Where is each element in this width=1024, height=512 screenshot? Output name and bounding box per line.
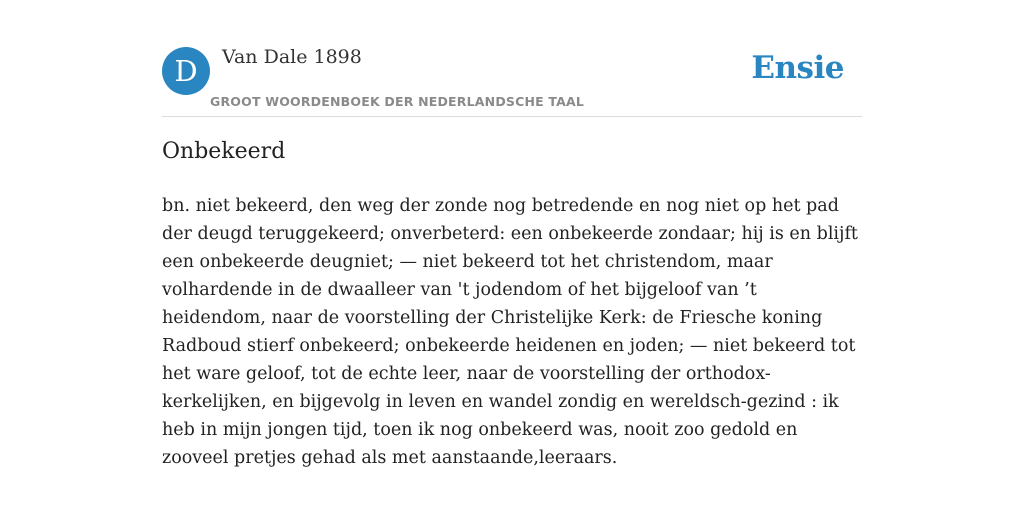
ensie-logo-link[interactable]: Ensie <box>751 50 844 86</box>
entry-headword: Onbekeerd <box>162 139 286 164</box>
source-title[interactable]: Van Dale 1898 <box>222 46 362 68</box>
dictionary-logo-icon[interactable]: D <box>162 47 210 95</box>
entry-definition: bn. niet bekeerd, den weg der zonde nog betredende en nog niet op het pad der deugd teruggekeerd; onverbeterd: een onbekeerde zondaar; hij is en blijft een onbekeerde deugniet; — niet bekeerd tot het christendom, maar volhardende in de dwaalleer van 't jodendom of het bijgeloof van ’t heidendom, naar de voorstelling der Christelijke Kerk: de Friesche koning Radboud stierf onbekeerd; onbekeerde heidenen en joden; — niet bekeerd tot het ware geloof, tot de echte leer, naar de voorstelling der orthodox-kerkelijken, en bijgevolg in leven en wandel zondig en wereldsch-gezind : ik heb in mijn jongen tijd, toen ik nog onbekeerd was, nooit zoo gedold en zooveel pretjes gehad als met aanstaande,leeraars. <box>162 196 858 468</box>
source-subtitle: GROOT WOORDENBOEK DER NEDERLANDSCHE TAAL <box>210 94 585 109</box>
dictionary-header <box>162 44 862 117</box>
